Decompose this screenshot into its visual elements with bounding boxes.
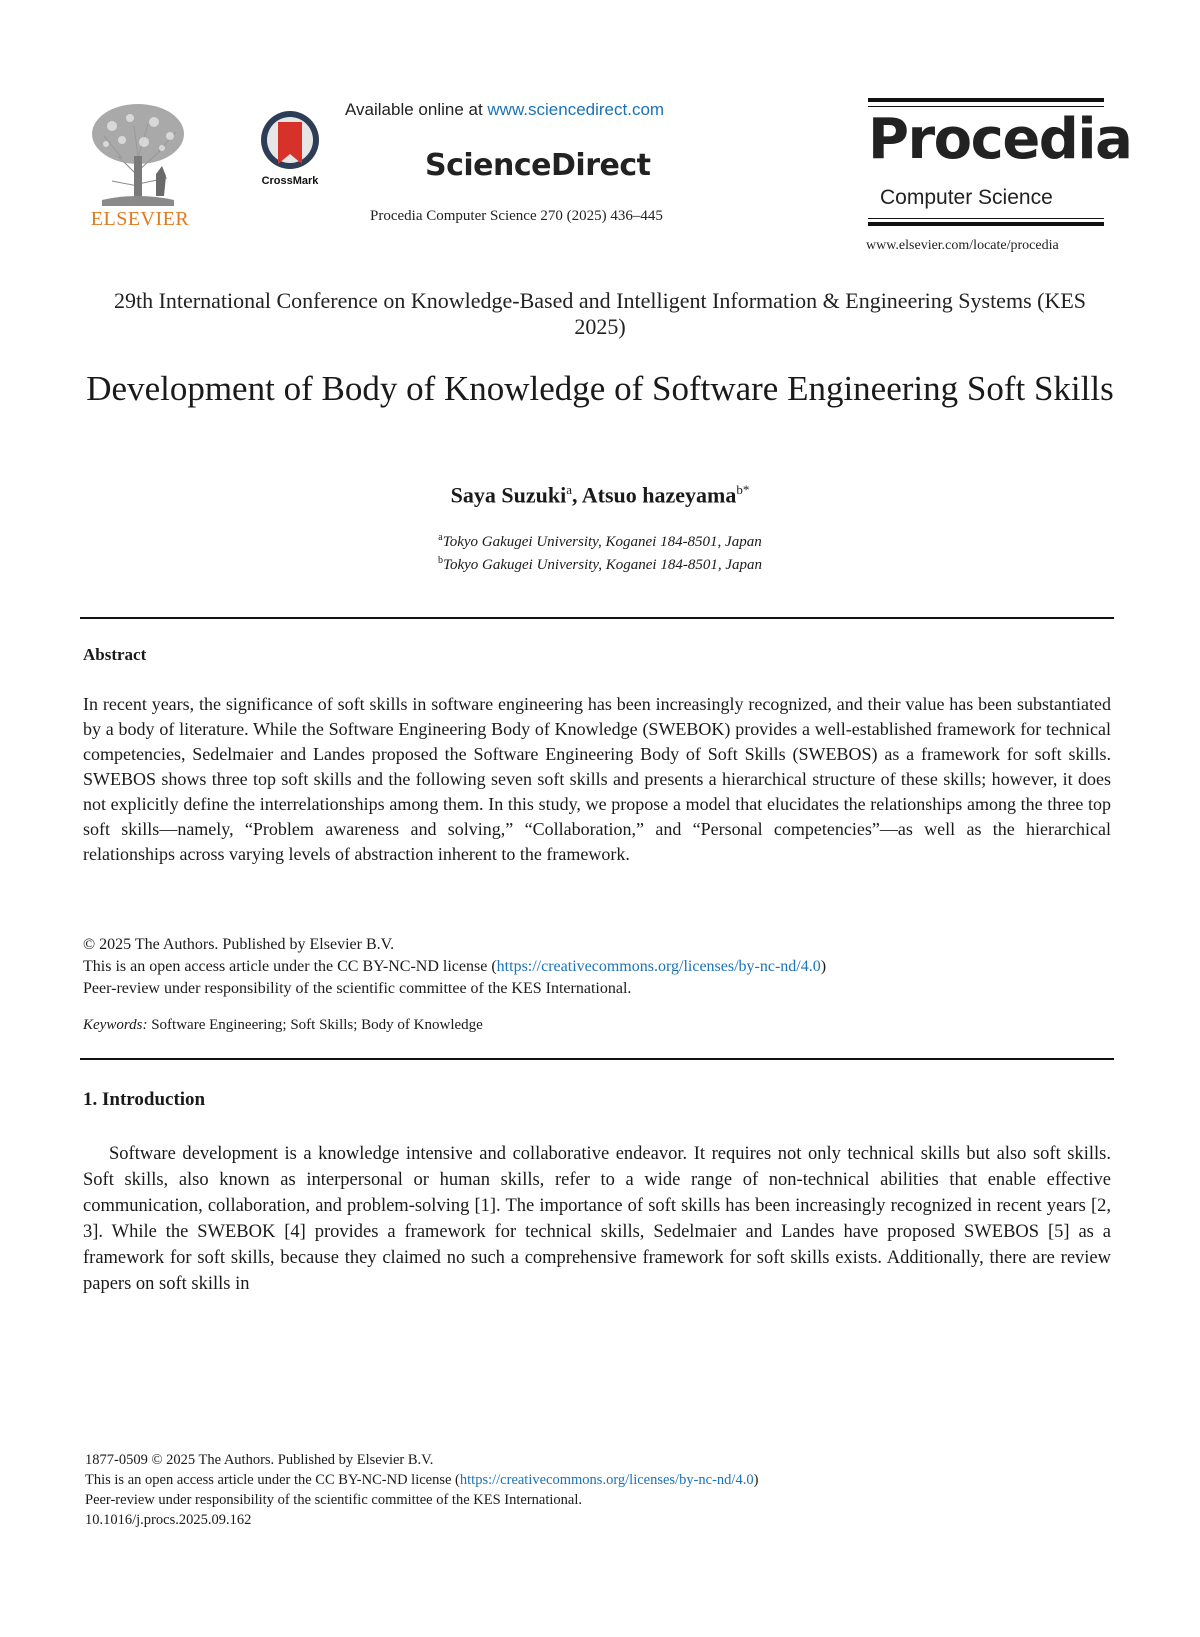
procedia-bottom-rule-thin xyxy=(868,218,1104,219)
affiliation xyxy=(0,555,1200,574)
footer-license-suffix: ) xyxy=(753,1472,759,1488)
introduction-heading: 1. Introduction xyxy=(83,1089,206,1110)
crossmark-icon[interactable] xyxy=(256,108,324,188)
license-prefix: This is an open access article under the CC BY-NC-ND license ( xyxy=(83,958,497,975)
author-name: Saya Suzuki xyxy=(450,482,567,508)
abstract-peer-review: Peer-review under responsibility of the scientific committee of the KES International. xyxy=(83,980,632,997)
affiliation-mark: a xyxy=(438,532,443,543)
abstract-top-divider xyxy=(80,617,1114,619)
sciencedirect-brand: ScienceDirect xyxy=(425,148,651,183)
affiliation-text: Tokyo Gakugei University, Koganei 184-8501, Japan xyxy=(443,557,762,573)
footer-license-prefix: This is an open access article under the CC BY-NC-ND license ( xyxy=(85,1472,460,1488)
procedia-journal-subtitle: Computer Science xyxy=(880,186,1053,209)
crossmark-label: CrossMark xyxy=(261,175,319,187)
abstract-license-line xyxy=(83,956,826,978)
keywords-list: Software Engineering; Soft Skills; Body of Knowledge xyxy=(147,1017,483,1033)
procedia-top-rule xyxy=(868,98,1104,102)
author-name: Atsuo hazeyama xyxy=(581,482,737,508)
footer-doi[interactable]: 10.1016/j.procs.2025.09.162 xyxy=(85,1512,252,1528)
journal-reference: Procedia Computer Science 270 (2025) 436–445 xyxy=(370,208,663,224)
keywords-label: Keywords: xyxy=(83,1017,148,1033)
author-separator: , xyxy=(571,482,582,508)
affiliation-mark: b xyxy=(438,555,443,566)
elsevier-wordmark: ELSEVIER xyxy=(90,208,190,230)
license-suffix: ) xyxy=(820,958,827,975)
author-mark: a xyxy=(566,482,572,497)
license-link[interactable]: https://creativecommons.org/licenses/by-nc-nd/4.0 xyxy=(496,958,821,975)
keywords-line xyxy=(83,1017,483,1034)
sciencedirect-link[interactable]: www.sciencedirect.com xyxy=(487,100,665,119)
conference-name: 29th International Conference on Knowledge-Based and Intelligent Information & Engineering Systems (KES 2025) xyxy=(113,288,1087,339)
abstract-copyright: © 2025 The Authors. Published by Elsevier B.V. xyxy=(83,936,395,953)
author-mark: b* xyxy=(736,482,750,497)
footer-peer-review: Peer-review under responsibility of the scientific committee of the KES International. xyxy=(85,1492,582,1508)
available-prefix: Available online at xyxy=(345,100,488,119)
procedia-journal-title: Procedia xyxy=(868,107,1132,172)
affiliation xyxy=(0,532,1200,551)
paper-title: Development of Body of Knowledge of Software Engineering Soft Skills xyxy=(86,369,1114,408)
footer-issn: 1877-0509 © 2025 The Authors. Published by Elsevier B.V. xyxy=(85,1452,434,1468)
procedia-url[interactable]: www.elsevier.com/locate/procedia xyxy=(866,238,1059,253)
abstract-body: In recent years, the significance of soft skills in software engineering has been increasingly recognized, and their value has been substantiated by a body of literature. While the Software Engineering Body of Knowledge (SWEBOK) provides a well-established framework for technical competencies, Sedelmaier and Landes proposed the Software Engineering Body of Soft Skills (SWEBOS) as a framework for soft skills. SWEBOS shows three top soft skills and the following seven soft skills and presents a hierarchical structure of these skills; however, it does not explicitly define the interrelationships among them. In this study, we propose a model that elucidates the relationships among the three top soft skills—namely, “Problem awareness and solving,” “Collaboration,” and “Personal competencies”—as well as the hierarchical relationships across varying levels of abstraction inherent to the framework. xyxy=(83,694,1111,864)
footer-license-link[interactable]: https://creativecommons.org/licenses/by-nc-nd/4.0 xyxy=(459,1472,754,1488)
available-online-line xyxy=(345,100,664,120)
affiliation-text: Tokyo Gakugei University, Koganei 184-8501, Japan xyxy=(442,534,762,550)
introduction-body: Software development is a knowledge intensive and collaborative endeavor. It requires not only technical skills but also soft skills. Soft skills, also known as interpersonal or human skills, refer to a wide range of non-technical abilities that enable effective communication, collaboration, and problem-solving [1]. The importance of soft skills has been increasingly recognized in recent years [2, 3]. While the SWEBOK [4] provides a framework for technical skills, Sedelmaier and Landes have proposed SWEBOS [5] as a framework for soft skills, because they claimed no such a comprehensive framework for soft skills exists. Additionally, there are review papers on soft skills in xyxy=(83,1144,1111,1294)
abstract-heading: Abstract xyxy=(83,645,147,664)
author-list xyxy=(0,482,1200,508)
procedia-bottom-rule xyxy=(868,222,1104,226)
footer-license-line xyxy=(85,1470,758,1490)
abstract-bottom-divider xyxy=(80,1058,1114,1060)
